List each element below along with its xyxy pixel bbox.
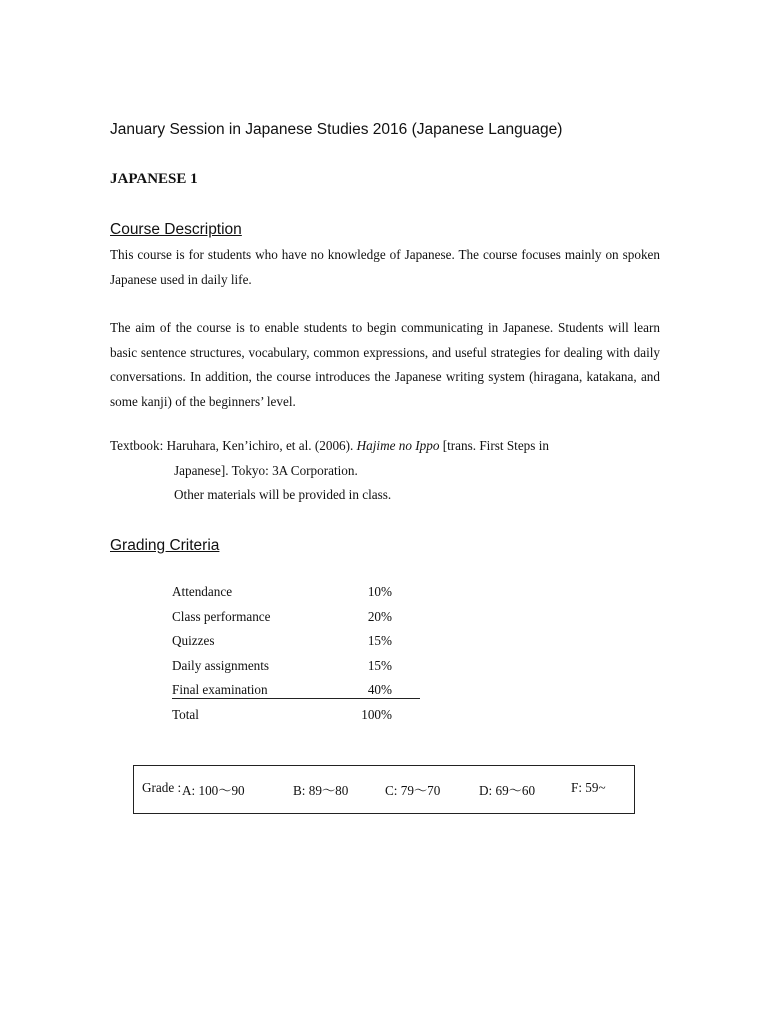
grading-row-value: 40% — [367, 682, 392, 697]
grade-scale-item: A: 100～90 — [182, 783, 245, 798]
course-description-heading: Course Description — [110, 221, 242, 238]
textbook-label: Textbook: — [110, 438, 164, 453]
grading-row-label: Class performance — [172, 609, 271, 624]
grading-total-value: 100% — [361, 707, 392, 722]
grade-scale-item: C: 79～70 — [385, 783, 441, 798]
textbook-line-1 — [110, 438, 549, 454]
grade-scale-label: Grade : — [142, 780, 182, 795]
textbook-line-2: Japanese]. Tokyo: 3A Corporation. — [174, 463, 358, 478]
textbook-authors: Haruhara, Ken’ichiro, et al. (2006). — [166, 438, 354, 453]
textbook-translation: [trans. First Steps in — [442, 438, 549, 453]
session-title: January Session in Japanese Studies 2016 (Japanese Language) — [110, 121, 563, 138]
textbook-title: Hajime no Ippo — [356, 438, 440, 453]
grade-scale-item: B: 89～80 — [293, 783, 349, 798]
grading-row-label: Attendance — [172, 584, 233, 599]
textbook-line-3: Other materials will be provided in class. — [174, 487, 392, 502]
course-title: JAPANESE 1 — [110, 171, 198, 187]
grading-row-value: 15% — [367, 658, 392, 673]
description-paragraph-2: The aim of the course is to enable students to begin communicating in Japanese. Students will learn basic sentence structures, vocabulary, common expressions, and useful strategies for dealing with daily conversations. In addition, the course introduces the Japanese writing system (hiragana, katakana, and some kanji) of the beginners’ level. — [110, 320, 660, 409]
grading-row-value: 20% — [367, 609, 392, 624]
grading-total-label: Total — [172, 707, 199, 722]
description-paragraph-1: This course is for students who have no knowledge of Japanese. The course focuses mainly on spoken Japanese used in daily life. — [110, 247, 660, 287]
grading-row-label: Daily assignments — [172, 658, 270, 673]
grade-scale-item: D: 69～60 — [479, 783, 536, 798]
grading-row-label: Final examination — [172, 682, 268, 697]
grading-row-value: 15% — [367, 633, 392, 648]
grading-criteria-heading: Grading Criteria — [110, 537, 220, 554]
grade-scale-box — [133, 765, 635, 814]
grade-scale-item: F: 59~ — [571, 780, 606, 795]
total-rule — [172, 698, 420, 699]
grading-row-label: Quizzes — [172, 633, 215, 648]
grading-row-value: 10% — [367, 584, 392, 599]
